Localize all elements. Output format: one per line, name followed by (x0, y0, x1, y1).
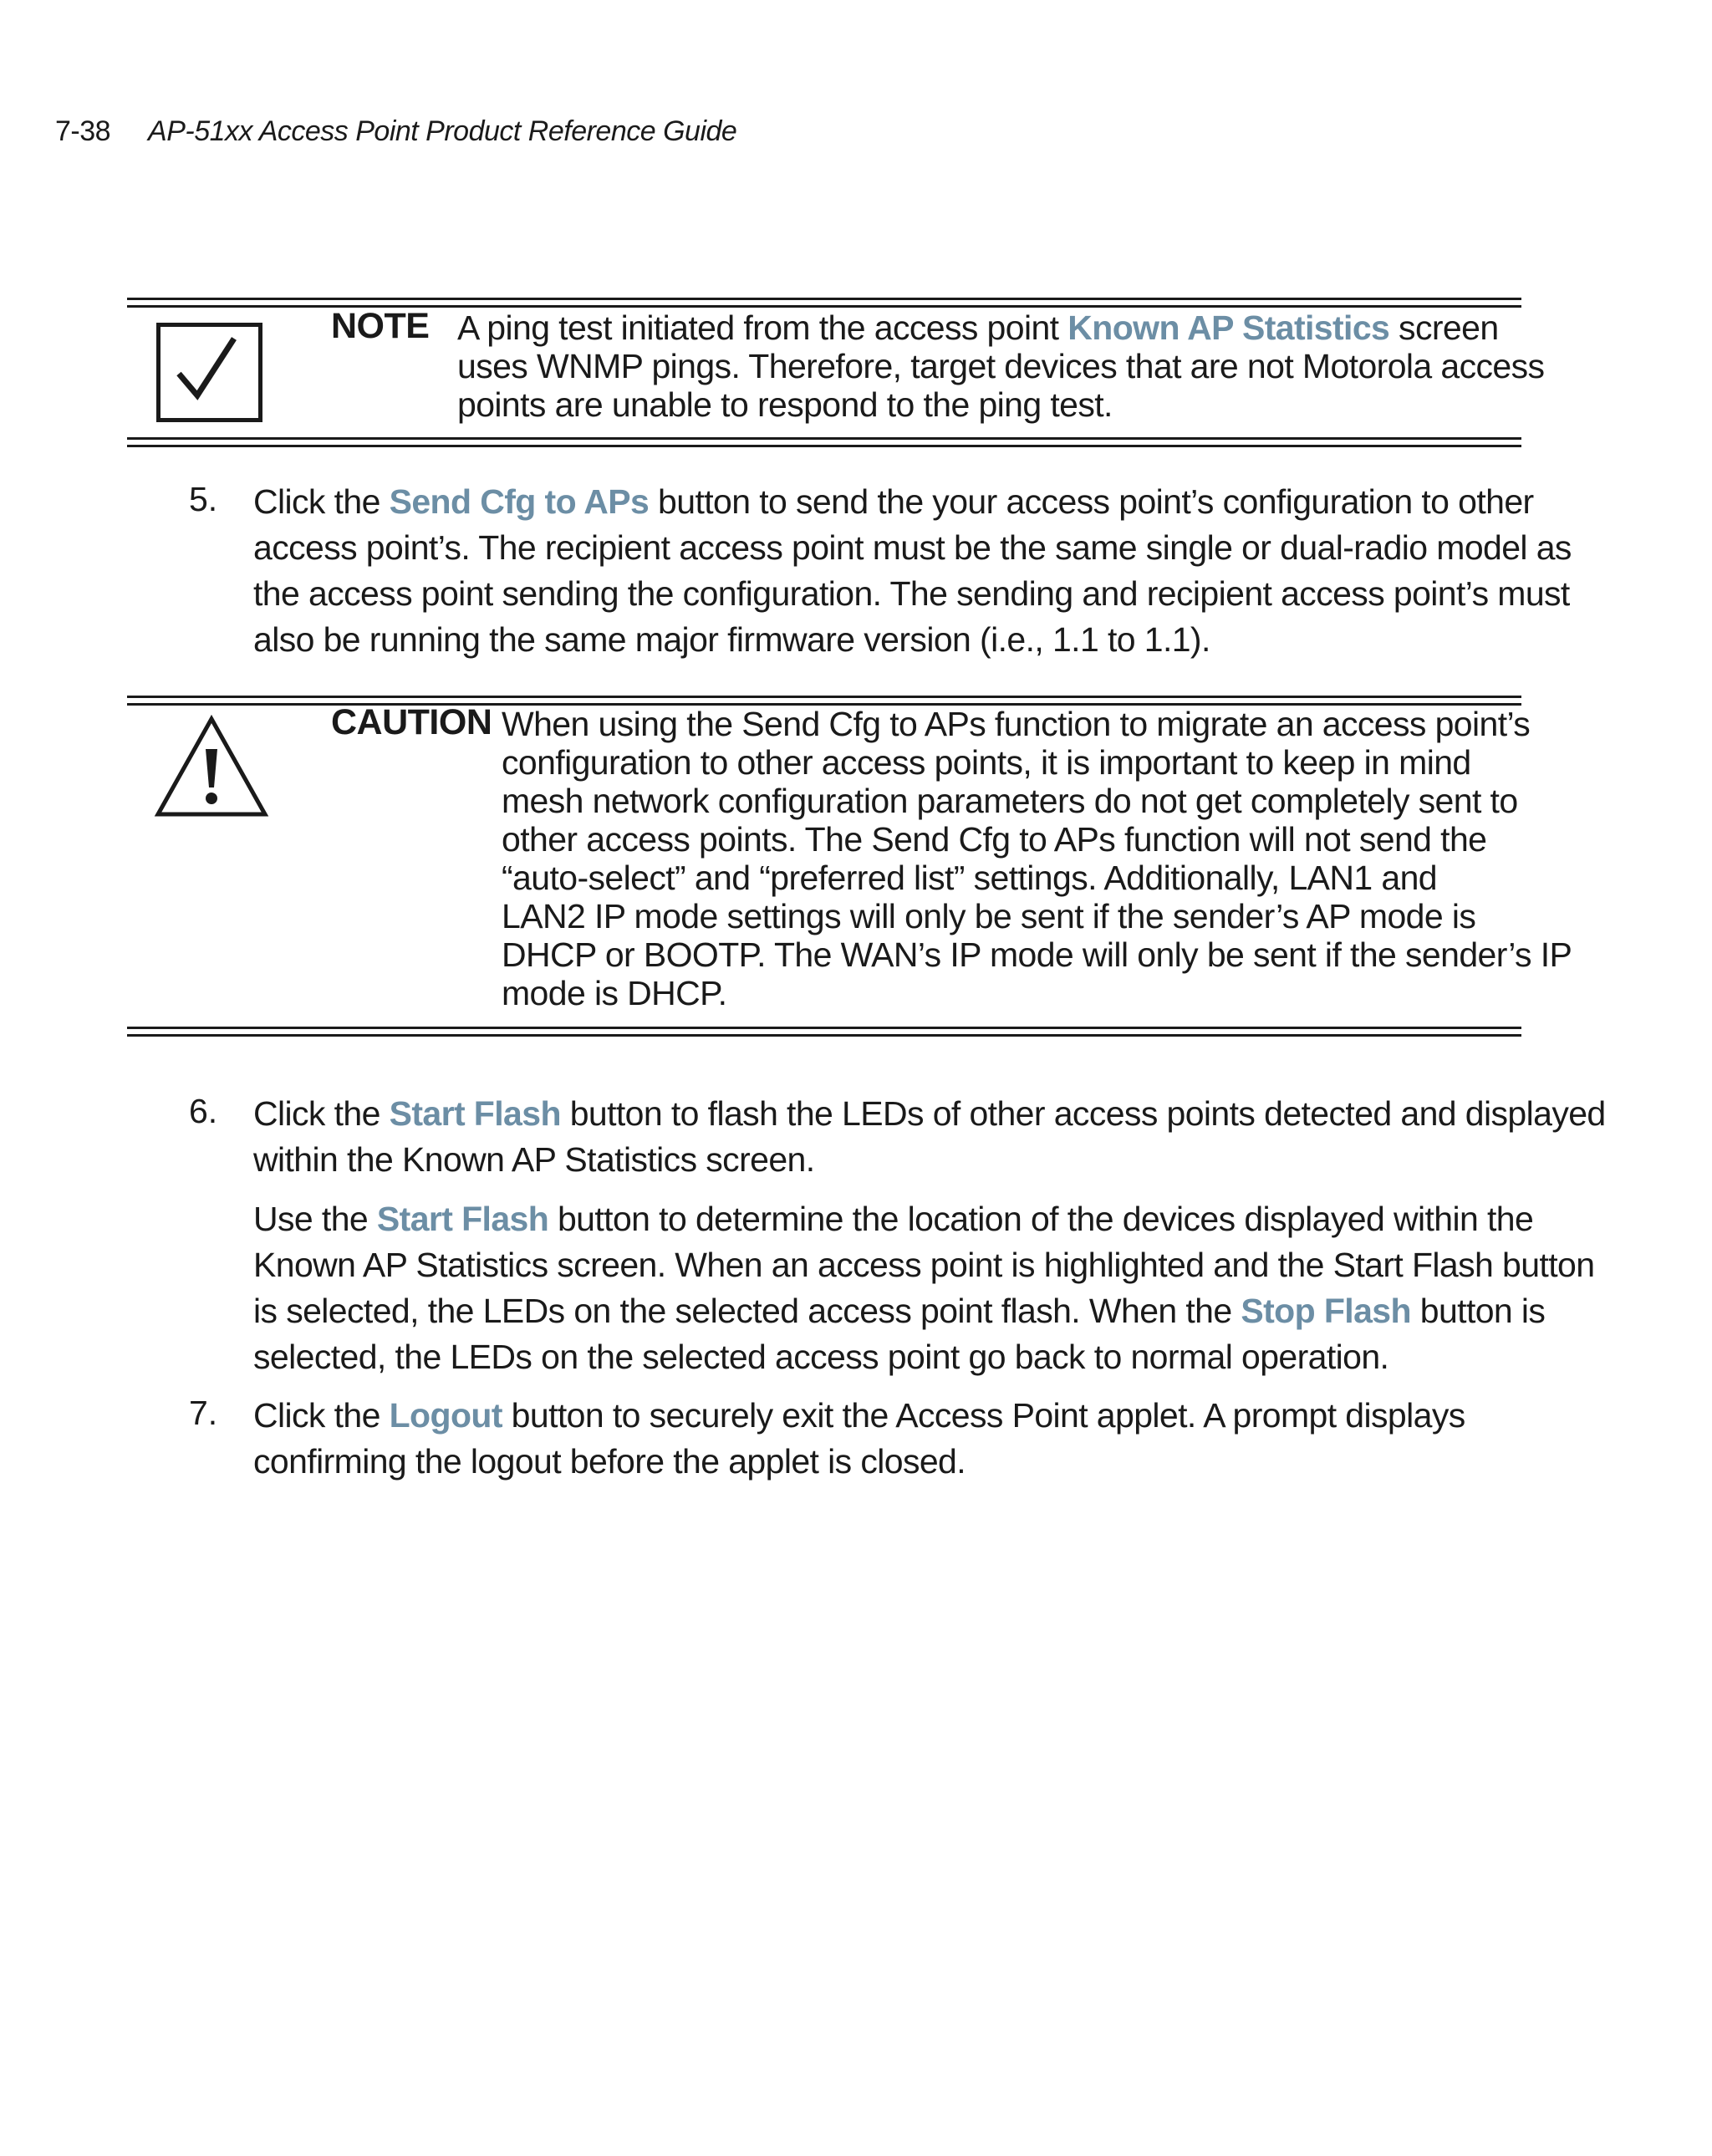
text-run: confirming the logout before the applet is closed. (253, 1442, 966, 1481)
text-line (502, 859, 1572, 897)
text-line (253, 1439, 1465, 1485)
text-run: access point’s. The recipient access point must be the same single or dual-radio model as (253, 528, 1572, 567)
caution-label: CAUTION (331, 702, 492, 742)
text-run: within the Known AP Statistics screen. (253, 1140, 815, 1179)
text-run: “auto-select” and “preferred list” settings. Additionally, LAN1 and (502, 859, 1438, 897)
step-6-detail (253, 1196, 1594, 1380)
text-line (457, 347, 1544, 385)
text-line (253, 571, 1572, 617)
text-run: other access points. The Send Cfg to APs function will not send the (502, 820, 1487, 859)
step-7-text (253, 1393, 1465, 1485)
text-run: Click the (253, 1396, 390, 1435)
text-run: LAN2 IP mode settings will only be sent if the sender’s AP mode is (502, 897, 1476, 935)
text-run: Click the (253, 482, 390, 521)
text-run: button to determine the location of the devices displayed within the (548, 1200, 1534, 1238)
text-run: button to securely exit the Access Point applet. A prompt displays (502, 1396, 1465, 1435)
ui-term-highlight: Start Flash (389, 1094, 561, 1133)
text-run: button to send the your access point’s configuration to other (649, 482, 1534, 521)
text-run: DHCP or BOOTP. The WAN’s IP mode will only be sent if the sender’s IP (502, 935, 1572, 974)
step-7-number: 7. (189, 1394, 218, 1432)
text-run: Use the (253, 1200, 377, 1238)
text-run: selected, the LEDs on the selected access point go back to normal operation. (253, 1338, 1389, 1376)
page-number: 7-38 (55, 115, 111, 147)
text-run: points are unable to respond to the ping test. (457, 385, 1113, 424)
text-run: Click the (253, 1094, 390, 1133)
text-line (253, 525, 1572, 571)
text-run: A ping test initiated from the access point (457, 308, 1068, 347)
ui-term-highlight: Known AP Statistics (1067, 308, 1390, 347)
note-text (457, 308, 1544, 424)
step-6-number: 6. (189, 1092, 218, 1130)
text-line (253, 1334, 1594, 1380)
text-line (253, 617, 1572, 663)
text-line (502, 974, 1572, 1012)
text-line (457, 385, 1544, 424)
ui-term-highlight: Send Cfg to APs (389, 482, 650, 521)
text-line (502, 935, 1572, 974)
text-line (253, 1137, 1606, 1183)
caution-text (502, 705, 1572, 1012)
checkmark-box-icon (156, 323, 262, 422)
text-line (253, 1242, 1594, 1288)
text-run: mode is DHCP. (502, 974, 727, 1012)
step-5-text (253, 479, 1572, 663)
text-line (502, 897, 1572, 935)
text-line (253, 1196, 1594, 1242)
text-line (457, 308, 1544, 347)
text-run: uses WNMP pings. Therefore, target devices that are not Motorola access (457, 347, 1545, 385)
text-run: is selected, the LEDs on the selected access point flash. When the (253, 1292, 1241, 1330)
warning-triangle-icon (153, 714, 270, 819)
text-line (502, 782, 1572, 820)
text-run: screen (1389, 308, 1499, 347)
text-line (253, 1393, 1465, 1439)
step-6-text (253, 1091, 1606, 1183)
text-run: Known AP Statistics screen. When an access point is highlighted and the Start Flash button (253, 1246, 1595, 1284)
note-bottom-rule (127, 437, 1521, 447)
text-run: also be running the same major firmware version (i.e., 1.1 to 1.1). (253, 620, 1210, 659)
ui-term-highlight: Start Flash (376, 1200, 549, 1238)
text-run: mesh network configuration parameters do not get completely sent to (502, 782, 1518, 820)
text-line (502, 743, 1572, 782)
ui-term-highlight: Logout (389, 1396, 502, 1435)
guide-title: AP-51xx Access Point Product Reference Guide (148, 115, 737, 147)
page-header (55, 115, 736, 148)
ui-term-highlight: Stop Flash (1241, 1292, 1411, 1330)
text-run: button to flash the LEDs of other access points detected and displayed (560, 1094, 1606, 1133)
text-run: When using the Send Cfg to APs function to migrate an access point’s (502, 705, 1531, 743)
text-run: the access point sending the configuration. The sending and recipient access point’s must (253, 574, 1570, 613)
step-5-number: 5. (189, 480, 218, 518)
text-line (502, 705, 1572, 743)
text-line (502, 820, 1572, 859)
text-line (253, 1288, 1594, 1334)
text-line (253, 479, 1572, 525)
text-run: button is (1410, 1292, 1546, 1330)
text-run: configuration to other access points, it is important to keep in mind (502, 743, 1471, 782)
note-label: NOTE (331, 306, 430, 346)
text-line (253, 1091, 1606, 1137)
caution-bottom-rule (127, 1027, 1521, 1037)
